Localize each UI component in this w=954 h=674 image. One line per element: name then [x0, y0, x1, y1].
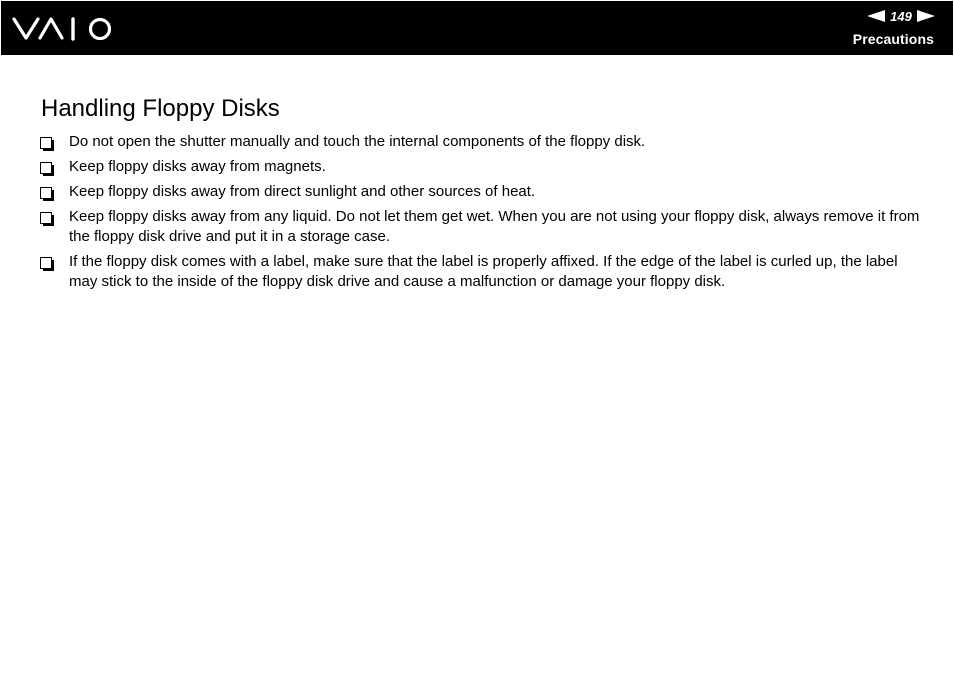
- page-title: Handling Floppy Disks: [41, 95, 280, 122]
- left-arrow-icon: [867, 10, 885, 22]
- list-item: [40, 132, 920, 152]
- page-navigation: [867, 8, 935, 24]
- checkbox-bullet-icon: [40, 137, 52, 149]
- list-item: [40, 207, 920, 247]
- list-item-text: If the floppy disk comes with a label, make sure that the label is properly affixed. If the edge of the label is curled up, the label may stick to the inside of the floppy disk drive and cause a malfunction or damage your floppy disk.: [69, 253, 898, 290]
- vaio-logo: [12, 15, 122, 43]
- list-item-text: Keep floppy disks away from any liquid. Do not let them get wet. When you are not using your floppy disk, always remove it from the floppy disk drive and put it in a storage case.: [69, 208, 920, 245]
- list-item: [40, 252, 920, 292]
- checkbox-bullet-icon: [40, 212, 52, 224]
- checkbox-bullet-icon: [40, 187, 52, 199]
- list-item-text: Do not open the shutter manually and touch the internal components of the floppy disk.: [69, 133, 646, 150]
- list-item-text: Keep floppy disks away from direct sunlight and other sources of heat.: [69, 183, 536, 200]
- page-number: 149: [890, 8, 912, 24]
- checkbox-bullet-icon: [40, 162, 52, 174]
- previous-page-button[interactable]: [867, 10, 885, 22]
- section-label: Precautions: [852, 31, 934, 47]
- list-item: [40, 157, 920, 177]
- list-item: [40, 182, 920, 202]
- page-header: [1, 1, 953, 55]
- right-arrow-icon: [917, 10, 935, 22]
- list-item-text: Keep floppy disks away from magnets.: [69, 158, 326, 175]
- checkbox-bullet-icon: [40, 257, 52, 269]
- next-page-button[interactable]: [917, 10, 935, 22]
- precautions-list: [40, 132, 920, 297]
